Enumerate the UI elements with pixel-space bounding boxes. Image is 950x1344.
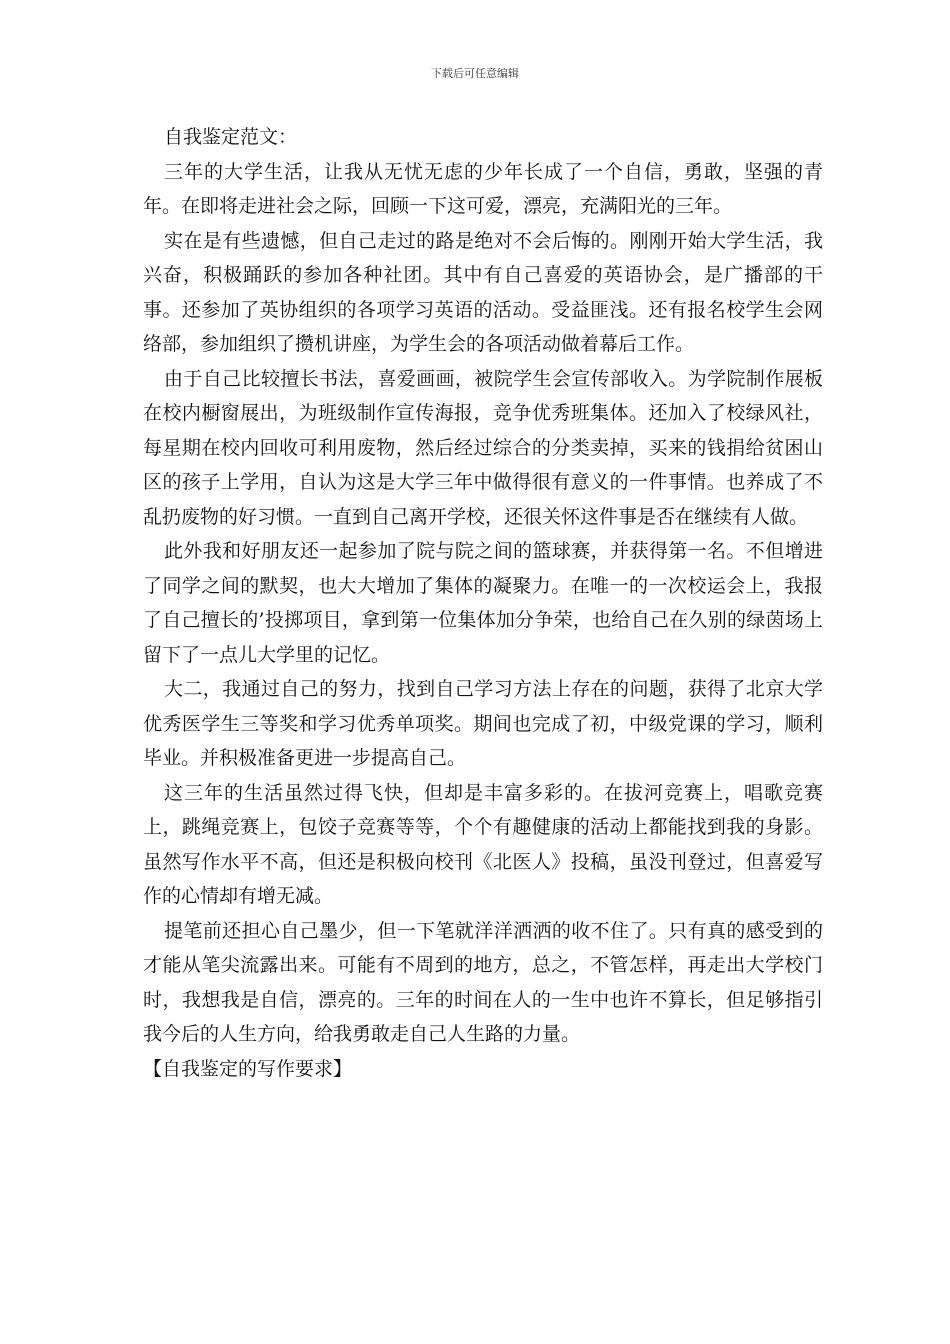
paragraph-7: 提笔前还担心自己墨少，但一下笔就洋洋洒洒的收不住了。只有真的感受到的才能从笔尖流露出来。可能有不周到的地方，总之，不管怎样，再走出大学校门时，我想我是自信，漂亮的。三年的时间在人的一生中也许不算长，但足够指引我今后的人生方向，给我勇敢走自己人生路的力量。 [143,919,823,1045]
paragraph-6: 这三年的生活虽然过得飞快，但却是丰富多彩的。在拔河竞赛上，唱歌竞赛上，跳绳竞赛上，包饺子竞赛等等，个个有趣健康的活动上都能找到我的身影。虽然写作水平不高，但还是积极向校刊《北医人》投稿，虽没刊登过，但喜爱写作的心情却有增无减。 [143,781,823,907]
paragraph-1: 三年的大学生活，让我从无忧无虑的少年长成了一个自信，勇敢，坚强的青年。在即将走进社会之际，回顾一下这可爱，漂亮，充满阳光的三年。 [143,160,823,217]
paragraph-4: 此外我和好朋友还一起参加了院与院之间的篮球赛，并获得第一名。不但增进了同学之间的默契，也大大增加了集体的凝聚力。在唯一的一次校运会上，我报了自己擅长的’投掷项目，拿到第一位集体加分争荣，也给自己在久别的绿茵场上留下了一点儿大学里的记忆。 [143,540,823,666]
paragraph-2: 实在是有些遗憾，但自己走过的路是绝对不会后悔的。刚刚开始大学生活，我兴奋，积极踊跃的参加各种社团。其中有自己喜爱的英语协会，是广播部的干事。还参加了英协组织的各项学习英语的活动。受益匪浅。还有报名校学生会网络部，参加组织了攒机讲座，为学生会的各项活动做着幕后工作。 [143,229,823,355]
document-title: 自我鉴定范文： [164,126,298,148]
paragraph-3: 由于自己比较擅长书法，喜爱画画，被院学生会宣传部收入。为学院制作展板在校内橱窗展出，为班级制作宣传海报，竞争优秀班集体。还加入了校绿风社，每星期在校内回收可利用废物，然后经过综合的分类卖掉，买来的钱捐给贫困山区的孩子上学用，自认为这是大学三年中做得很有意义的一件事情。也养成了不乱扔废物的好习惯。一直到自己离开学校，还很关怀这件事是否在继续有人做。 [143,367,823,528]
section-heading: 【自我鉴定的写作要求】 [143,1057,353,1080]
document-body [143,120,823,1086]
page-header: 下载后可任意编辑 [431,67,519,80]
paragraph-5: 大二，我通过自己的努力，找到自己学习方法上存在的问题，获得了北京大学优秀医学生三等奖和学习优秀单项奖。期间也完成了初，中级党课的学习，顺利毕业。并积极准备更进一步提高自己。 [143,678,823,769]
